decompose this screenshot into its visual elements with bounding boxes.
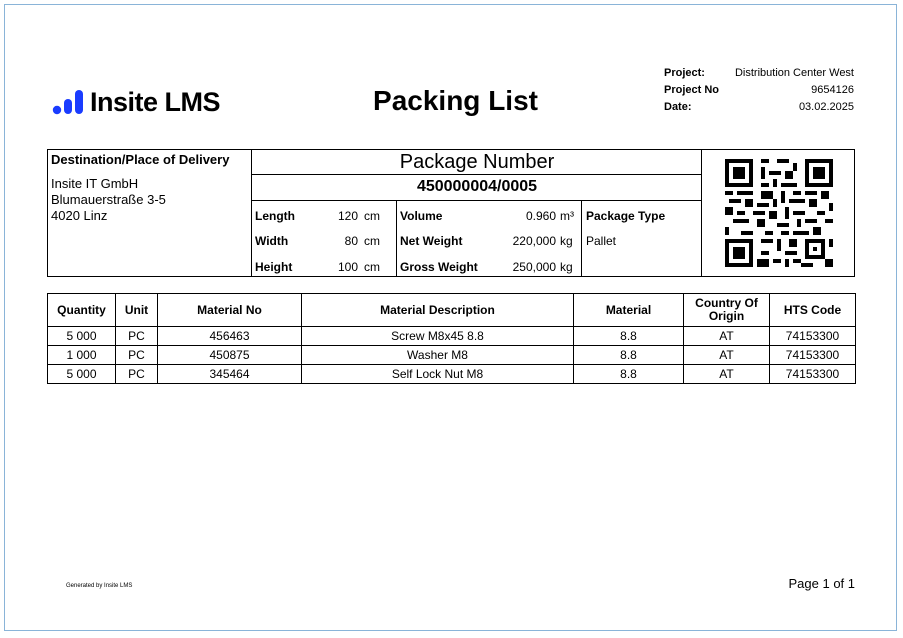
gross-weight-label: Gross Weight	[400, 260, 478, 274]
destination-city: 4020 Linz	[51, 208, 108, 223]
meta-project-no: Project No 9654126	[664, 84, 854, 96]
page-title: Packing List	[373, 85, 538, 116]
height-unit: cm	[364, 260, 380, 274]
net-weight-unit: kg	[560, 234, 573, 248]
col-hts-code: HTS Code	[770, 294, 856, 327]
col-quantity: Quantity	[48, 294, 116, 327]
package-type-value: Pallet	[586, 234, 617, 248]
col-unit: Unit	[116, 294, 158, 327]
width-unit: cm	[364, 234, 380, 248]
brand-logo	[52, 86, 220, 118]
net-weight-label: Net Weight	[400, 234, 463, 248]
volume-unit: m³	[560, 209, 574, 223]
length-unit: cm	[364, 209, 380, 223]
col-material-description: Material Description	[302, 294, 574, 327]
height-value: 100	[337, 260, 358, 274]
net-weight-value: 220,000	[512, 234, 556, 248]
col-material-no: Material No	[158, 294, 302, 327]
length-label: Length	[255, 209, 295, 223]
height-label: Height	[255, 260, 293, 274]
table-row: 5 000 PC 345464 Self Lock Nut M8 8.8 AT 74153300	[48, 365, 856, 384]
package-type-label: Package Type	[586, 209, 666, 223]
col-material: Material	[574, 294, 684, 327]
volume-value: 0.960	[525, 209, 556, 223]
package-info-box	[47, 149, 855, 277]
width-label: Width	[255, 234, 289, 248]
destination-title: Destination/Place of Delivery	[51, 152, 230, 167]
width-value: 80	[344, 234, 358, 248]
package-number-title: Package Number	[399, 151, 555, 173]
bar-chart-icon	[52, 89, 84, 115]
meta-date: Date: 03.02.2025	[664, 101, 854, 113]
table-row: 1 000 PC 450875 Washer M8 8.8 AT 74153300	[48, 346, 856, 365]
generated-by-note: Generated by Insite LMS	[66, 583, 133, 589]
volume-label: Volume	[400, 209, 443, 223]
qr-code-icon	[725, 159, 833, 267]
package-number: 450000004/0005	[416, 178, 538, 195]
destination-company: Insite IT GmbH	[51, 176, 139, 191]
destination-street: Blumauerstraße 3-5	[51, 192, 166, 207]
length-value: 120	[337, 209, 358, 223]
page-number: Page 1 of 1	[788, 576, 855, 591]
col-country-of-origin: Country Of Origin	[684, 294, 770, 327]
table-row: 5 000 PC 456463 Screw M8x45 8.8 8.8 AT 74153300	[48, 327, 856, 346]
gross-weight-unit: kg	[560, 260, 573, 274]
gross-weight-value: 250,000	[512, 260, 556, 274]
logo-text: Insite LMS	[90, 87, 221, 117]
project-meta	[664, 65, 854, 116]
meta-project: Project: Distribution Center West	[664, 67, 854, 79]
items-table	[47, 293, 856, 384]
table-header-row	[48, 294, 856, 327]
